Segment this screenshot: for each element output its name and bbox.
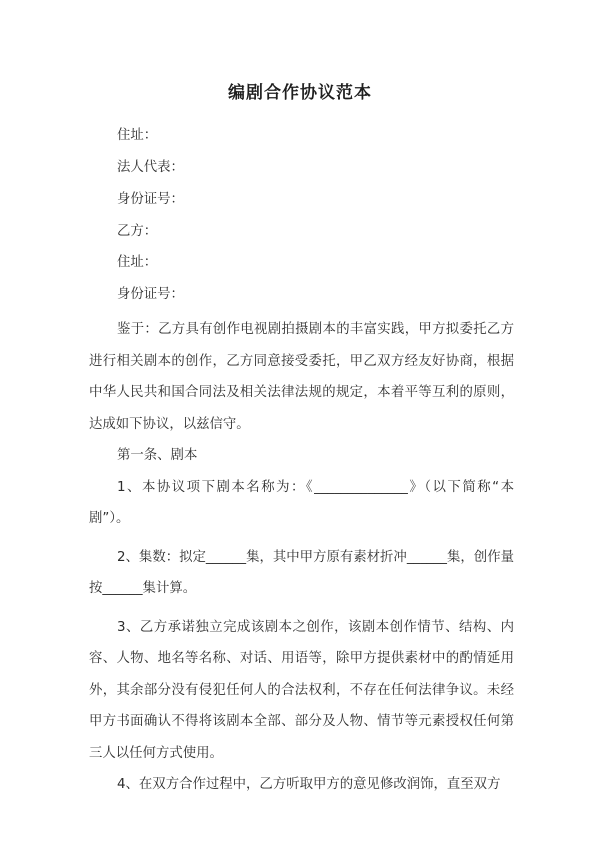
article-one-heading: 第一条、剧本 (117, 448, 198, 463)
party-a-legal-representative-label: 法人代表： (117, 160, 184, 175)
document-title: 编剧合作协议范本 (228, 83, 372, 103)
recital-paragraph: 鉴于：乙方具有创作电视剧拍摄剧本的丰富实践，甲方拟委托乙方进行相关剧本的创作，乙方同意接受委托，甲乙双方经友好协商，根据中华人民共和国合同法及相关法律法规的规定，本着平等互利的原则，达成如下协议，以兹信守。 (89, 322, 514, 432)
document-body (89, 314, 514, 801)
party-a-id-number-label: 身份证号： (117, 192, 184, 207)
party-a-address-label: 住址： (117, 128, 158, 143)
party-b-label: 乙方： (117, 224, 158, 239)
party-b-id-number-label: 身份证号： (117, 287, 184, 302)
clause-2-episode-count: 2、集数：拟定______集，其中甲方原有素材折冲______集，创作量按______集计算。 (89, 549, 514, 596)
clause-1-script-name: 1、本协议项下剧本名称为：《______________》（以下简称“本剧”）。 (89, 479, 514, 526)
clause-4-revisions: 4、在双方合作过程中，乙方听取甲方的意见修改润饰，直至双方 (117, 777, 501, 792)
clause-3-originality: 3、乙方承诺独立完成该剧本之创作，该剧本创作情节、结构、内容、人物、地名等名称、对话、用语等，除甲方提供素材中的酌情延用外，其余部分没有侵犯任何人的合法权利，不存在任何法律争议。未经甲方书面确认不得将该剧本全部、部分及人物、情节等元素授权任何第三人以任何方式使用。 (89, 619, 514, 761)
party-b-address-label: 住址： (117, 255, 158, 270)
